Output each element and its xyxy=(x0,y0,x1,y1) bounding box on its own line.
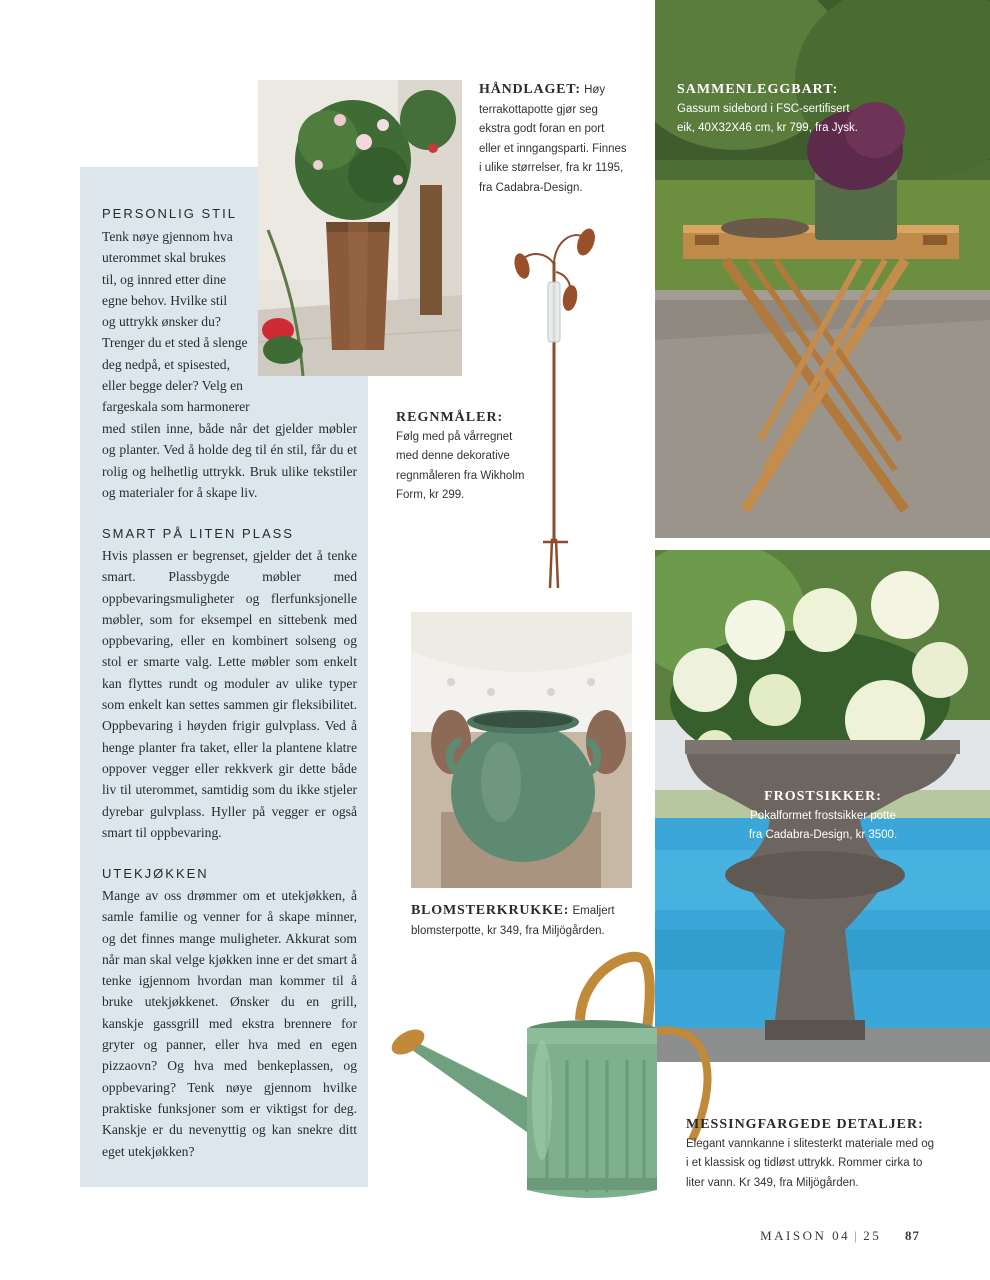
caption-text: Gassum sidebord i FSC-sertifisert eik, 40X32X46 cm, kr 799, fra Jysk. xyxy=(677,102,858,134)
body-personlig-stil-narrow xyxy=(102,226,252,418)
terracotta-pot-photo xyxy=(258,80,462,376)
caption-title: MESSINGFARGEDE DETALJER: xyxy=(686,1117,924,1132)
caption-handlaget xyxy=(479,80,629,198)
issue-year: 25 xyxy=(863,1228,882,1243)
heading-utekjokken: UTEKJØKKEN xyxy=(102,866,209,881)
text-line: egne behov. Hvilke stil xyxy=(102,292,228,308)
caption-text: Emaljert blomsterpotte, kr 349, fra Miljögården. xyxy=(411,905,615,937)
heading-smart-plass: SMART PÅ LITEN PLASS xyxy=(102,526,294,541)
page-footer xyxy=(760,1228,920,1244)
text-line: til, og innred etter dine xyxy=(102,271,227,287)
caption-title: BLOMSTERKRUKKE: xyxy=(411,903,570,918)
issue-number: 04 xyxy=(832,1228,851,1243)
caption-text: Høy terrakottapotte gjør seg ekstra godt foran en port eller et inngangsparti. Finnes i ulike størrelser, fra kr 1195, fra Cadabra-Design. xyxy=(479,84,627,194)
caption-title: FROSTSIKKER: xyxy=(764,789,882,804)
caption-title: HÅNDLAGET: xyxy=(479,82,581,97)
caption-text: Elegant vannkanne i slitesterkt materiale med og i et klassisk og tidløst uttrykk. Rommer cirka to liter vann. Kr 349, fra Miljögården. xyxy=(686,1137,935,1189)
text-line: eller begge deler? Velg en xyxy=(102,378,243,394)
text-line: Trenger du et sted å slenge xyxy=(102,335,248,351)
text-line: fargeskala som harmonerer xyxy=(102,399,250,415)
page-number: 87 xyxy=(905,1228,920,1243)
enamel-pot-photo xyxy=(411,612,632,888)
text-line: uterommet skal brukes xyxy=(102,250,226,266)
caption-frostsikker xyxy=(748,787,898,846)
caption-title: REGNMÅLER: xyxy=(396,410,504,425)
caption-text: Pokalformet frostsikker potte fra Cadabra-Design, kr 3500. xyxy=(748,809,898,841)
rain-gauge-image xyxy=(510,222,602,588)
text-line: og uttrykk ønsker du? xyxy=(102,314,221,330)
heading-personlig-stil: PERSONLIG STIL xyxy=(102,206,237,221)
caption-sammenleggbart xyxy=(677,80,867,139)
caption-messing xyxy=(686,1115,936,1193)
text-line: deg nedpå, et spisested, xyxy=(102,356,230,372)
body-utekjokken: Mange av oss drømmer om et utekjøkken, å samle familie og venner for å skape minner, og det finnes mange muligheter. Akkurat som når man skal velge kjøkken inne er det smart å tenke igjennom hvordan man kommer til å bruke utekjøkkenet. Ønsker du en grill, kanskje gassgrill med ekstra brennere for gryter og panner, eller hva med en egen pizzaovn? Og hva med benkeplassen, og oppbevaring? Tenk nøye gjennom hvilke praktiske funksjoner som er viktigst for deg. Kanskje er du nevenyttig og kan snekre ditt eget utekjøkken? xyxy=(102,888,357,1159)
watering-can-image xyxy=(382,950,720,1210)
footer-divider: | xyxy=(854,1228,860,1243)
caption-title: SAMMENLEGGBART: xyxy=(677,82,839,97)
text-line: Tenk nøye gjennom hva xyxy=(102,229,233,244)
caption-regnmaler xyxy=(396,408,531,506)
body-personlig-stil-wide: med stilen inne, både når det gjelder møbler og planter. Ved å holde deg til én stil, får du et rolig og helhetlig uttrykk. Bruk ulike tekstiler og materialer for å skape liv. xyxy=(102,421,357,500)
magazine-name: MAISON xyxy=(760,1228,827,1243)
caption-text: Følg med på vårregnet med denne dekorative regnmåleren fra Wikholm Form, kr 299. xyxy=(396,430,525,501)
body-smart-plass: Hvis plassen er begrenset, gjelder det å tenke smart. Plassbygde møbler med oppbevaringsmuligheter og flerfunksjonelle møbler, som for eksempel en sittebenk med oppbevaring, eller en kombinert solseng og stol er smarte valg. Lette møbler som enkelt kan flyttes rundt og moduler av ulike typer som enkelt kan settes sammen gir fleksibilitet. Oppbevaring i høyden frigir gulvplass. Ved å henge planter fra taket, eller la plantene klatre oppover vegger eller rekkverk gir dette både liv til uterommet, samtidig som du ikke stjeler dyrebar gulvplass. Hyller på vegger er også smart til oppbevaring. xyxy=(102,548,357,840)
caption-blomsterkrukke xyxy=(411,901,641,941)
